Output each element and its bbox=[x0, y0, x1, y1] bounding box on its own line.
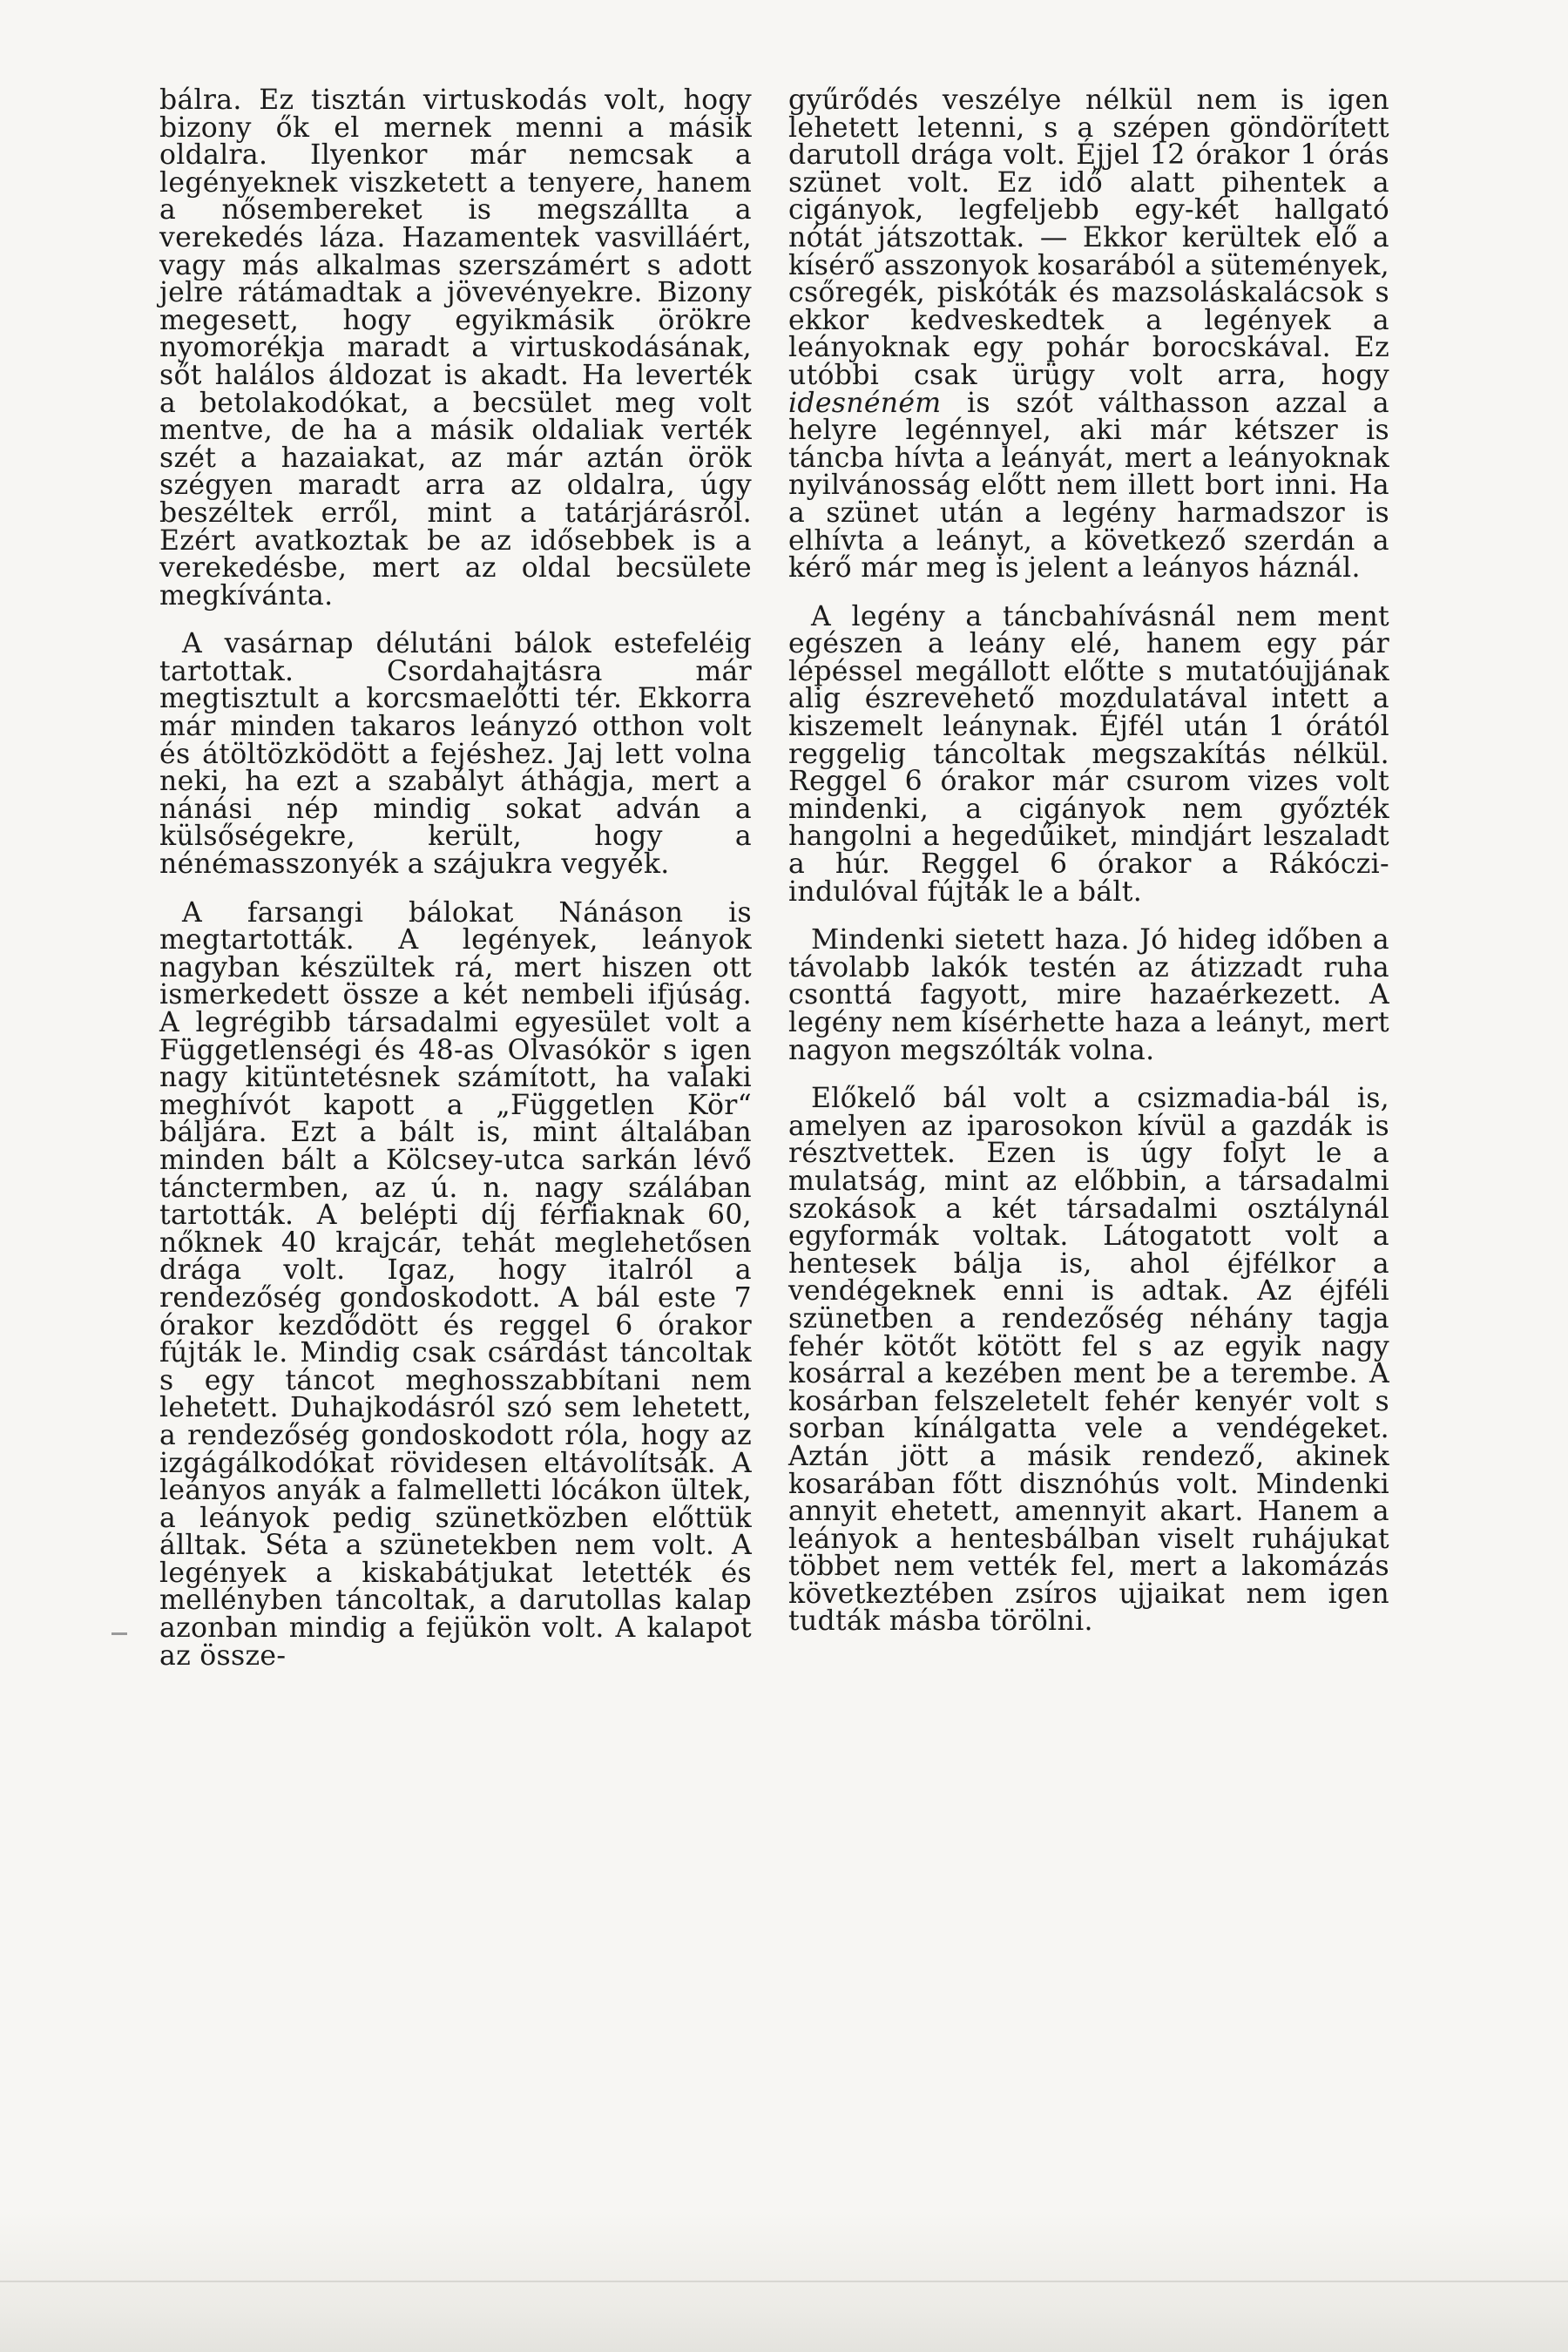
paragraph-text: gyűrődés veszélye nélkül nem is igen lehetett letenni, s a szépen göndörített darutoll drága volt. Éjjel 12 órakor 1 órás szünet volt. Ez idő alatt pihentek a cigányok, legfeljebb egy-két hallgató nótát játszottak. — Ekkor kerültek elő a kísérő asszonyok kosarából a sütemények, csőregék, piskóták és mazsoláskalácsok s ekkor kedveskedtek a legények a leányoknak egy pohár borocskával. Ez utóbbi csak ürügy volt arra, hogy bbox=[788, 84, 1389, 391]
left-text-column bbox=[159, 84, 752, 1691]
paragraph: A vasárnap délutáni bálok estefeléig tartottak. Csordahajtásra már megtisztult a korcsmaelőtti tér. Ekkorra már minden takaros leányzó otthon volt és átöltözködött a fejéshez. Jaj lett volna neki, ha ezt a szabályt áthágja, mert a nánási nép mindig sokat adván a külsőségekre, került, hogy a nénémasszonyék a szájukra vegyék. bbox=[159, 628, 752, 881]
italic-word: idesnéném bbox=[788, 387, 942, 419]
paragraph: bálra. Ez tisztán virtuskodás volt, hogy bizony ők el mernek menni a másik oldalra. Ilyenkor már nemcsak a legényeknek viszketett a tenyere, hanem a nősembereket is megszállta a verekedés láza. Hazamentek vasvilláért, vagy más alkalmas szerszámért s adott jelre rátámadtak a jövevényekre. Bizony megesett, hogy egyikmásik örökre nyomorékja maradt a virtuskodásának, sőt halálos áldozat is akadt. Ha leverték a betolakodókat, a becsület meg volt mentve, de ha a másik oldaliak verték szét a hazaiakat, az már aztán örök szégyen maradt arra az oldalra, úgy beszéltek erről, mint a tatárjárásról. Ezért avatkoztak be az idősebbek is a verekedésbe, mert az oldal becsülete megkívánta. bbox=[159, 84, 752, 612]
margin-mark bbox=[112, 1632, 127, 1635]
paragraph: A farsangi bálokat Nánáson is megtartották. A legények, leányok nagyban készültek rá, mert hiszen ott ismerkedett össze a két nembeli ifjúság. A legrégibb társadalmi egyesület volt a Függetlenségi és 48-as Olvasókör s igen nagy kitüntetésnek számított, ha valaki meghívót kapott a „Független Kör“ báljára. Ezt a bált is, mint általában minden bált a Kölcsey-utca sarkán lévő tánctermben, az ú. n. nagy szálában tartották. A belépti díj férfiaknak 60, nőknek 40 krajcár, tehát meglehetősen drága volt. Igaz, hogy italról a rendezőség gondoskodott. A bál este 7 órakor kezdődött és reggel 6 órakor fújták le. Mindig csak csárdást táncoltak s egy táncot meghosszabbítani nem lehetett. Duhajkodásról szó sem lehetett, a rendezőség gondoskodott róla, hogy az izgágálkodókat rövidesen eltávolítsák. A leányos anyák a falmelletti lócákon ültek, a leányok pedig szünetközben előttük álltak. Séta a szünetekben nem volt. A legények a kiskabátjukat letették és mellényben táncoltak, a darutollas kalap azonban mindig a fejükön volt. A kalapot az össze- bbox=[159, 896, 752, 1672]
paragraph: Előkelő bál volt a csizmadia-bál is, amelyen az iparosokon kívül a gazdák is résztvettek. Ezen is úgy folyt le a mulatság, mint az előbbin, a társadalmi szokások a két társadalmi osztálynál egyformák voltak. Látogatott volt a hentesek bálja is, ahol éjfélkor a vendégeknek enni is adtak. Az éjféli szünetben a rendezőség néhány tagja fehér kötőt kötött fel s az egyik nagy kosárral a kezében ment be a terembe. A kosárban felszeletelt fehér kenyér volt s sorban kínálgatta vele a vendégeket. Aztán jött a másik rendező, akinek kosarában főtt disznóhús volt. Mindenki annyit ehetett, amennyit akart. Hanem a leányok a hentesbálban viselt ruhájukat többet nem vették fel, mert a lakomázás következtében zsíros ujjaikat nem igen tudták másba törölni. bbox=[788, 1083, 1389, 1638]
paragraph: Mindenki sietett haza. Jó hideg időben a távolabb lakók testén az átizzadt ruha csonttá fagyott, mire hazaérkezett. A legény nem kísérhette haza a leányt, mert nagyon megszólták volna. bbox=[788, 924, 1389, 1066]
page-edge-line bbox=[0, 2281, 1568, 2282]
paragraph: A legény a táncbahívásnál nem ment egészen a leány elé, hanem egy pár lépéssel megállott előtte s mutatóujjának alig észrevehető mozdulatával intett a kiszemelt leánynak. Éjfél után 1 órától reggelig táncoltak megszakítás nélkül. Reggel 6 órakor már csurom vizes volt mindenki, a cigányok nem győzték hangolni a hegedűiket, mindjárt leszaladt a húr. Reggel 6 órakor a Rákóczi-indulóval fújták le a bált. bbox=[788, 600, 1389, 908]
right-text-column bbox=[788, 84, 1389, 1657]
paragraph bbox=[788, 84, 1389, 585]
page-bottom-shadow bbox=[0, 2213, 1568, 2352]
paragraph-text: is szót válthasson azzal a helyre legénnyel, aki már kétszer is táncba hívta a leányát, mert a leányoknak nyilvánosság előtt nem illett bort inni. Ha a szünet után a legény harmadszor is elhívta a leányt, a következő szerdán a kérő már meg is jelent a leányos háznál. bbox=[788, 387, 1389, 585]
